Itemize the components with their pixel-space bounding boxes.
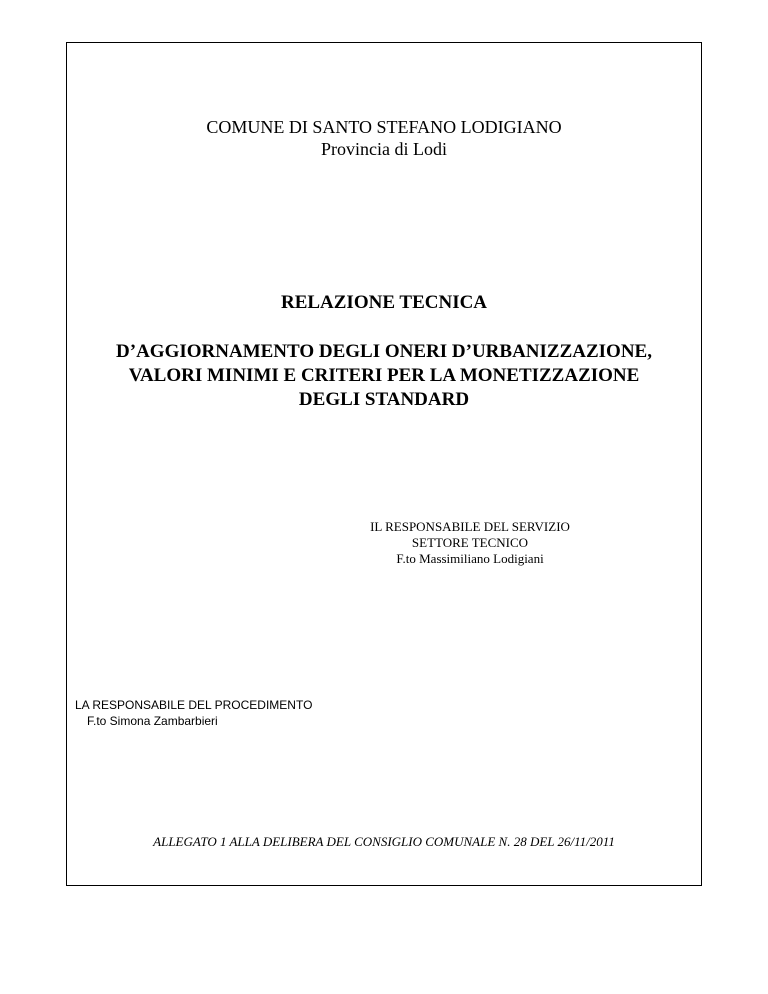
comune-name: COMUNE DI SANTO STEFANO LODIGIANO [206,117,562,137]
subtitle-line-1: D’AGGIORNAMENTO DEGLI ONERI D’URBANIZZAZIONE, [116,341,652,362]
responsabile-procedimento-role: LA RESPONSABILE DEL PROCEDIMENTO [75,698,313,712]
provincia-name: Provincia di Lodi [321,139,447,159]
responsabile-procedimento-signature: F.to Simona Zambarbieri [87,714,218,728]
subtitle-line-2: VALORI MINIMI E CRITERI PER LA MONETIZZAZIONE [128,365,640,386]
responsabile-servizio-block [330,519,610,567]
responsabile-servizio-sector: SETTORE TECNICO [411,535,529,550]
responsabile-servizio-signature: F.to Massimiliano Lodigiani [396,551,544,566]
document-subtitle [0,340,768,412]
responsabile-procedimento-block [75,697,312,729]
document-title: RELAZIONE TECNICA [280,292,488,313]
allegato-footer: ALLEGATO 1 ALLA DELIBERA DEL CONSIGLIO COMUNALE N. 28 DEL 26/11/2011 [153,834,615,849]
subtitle-line-3: DEGLI STANDARD [298,389,470,410]
responsabile-servizio-role: IL RESPONSABILE DEL SERVIZIO [370,519,570,534]
header-block [0,116,768,160]
page-border [66,42,702,886]
